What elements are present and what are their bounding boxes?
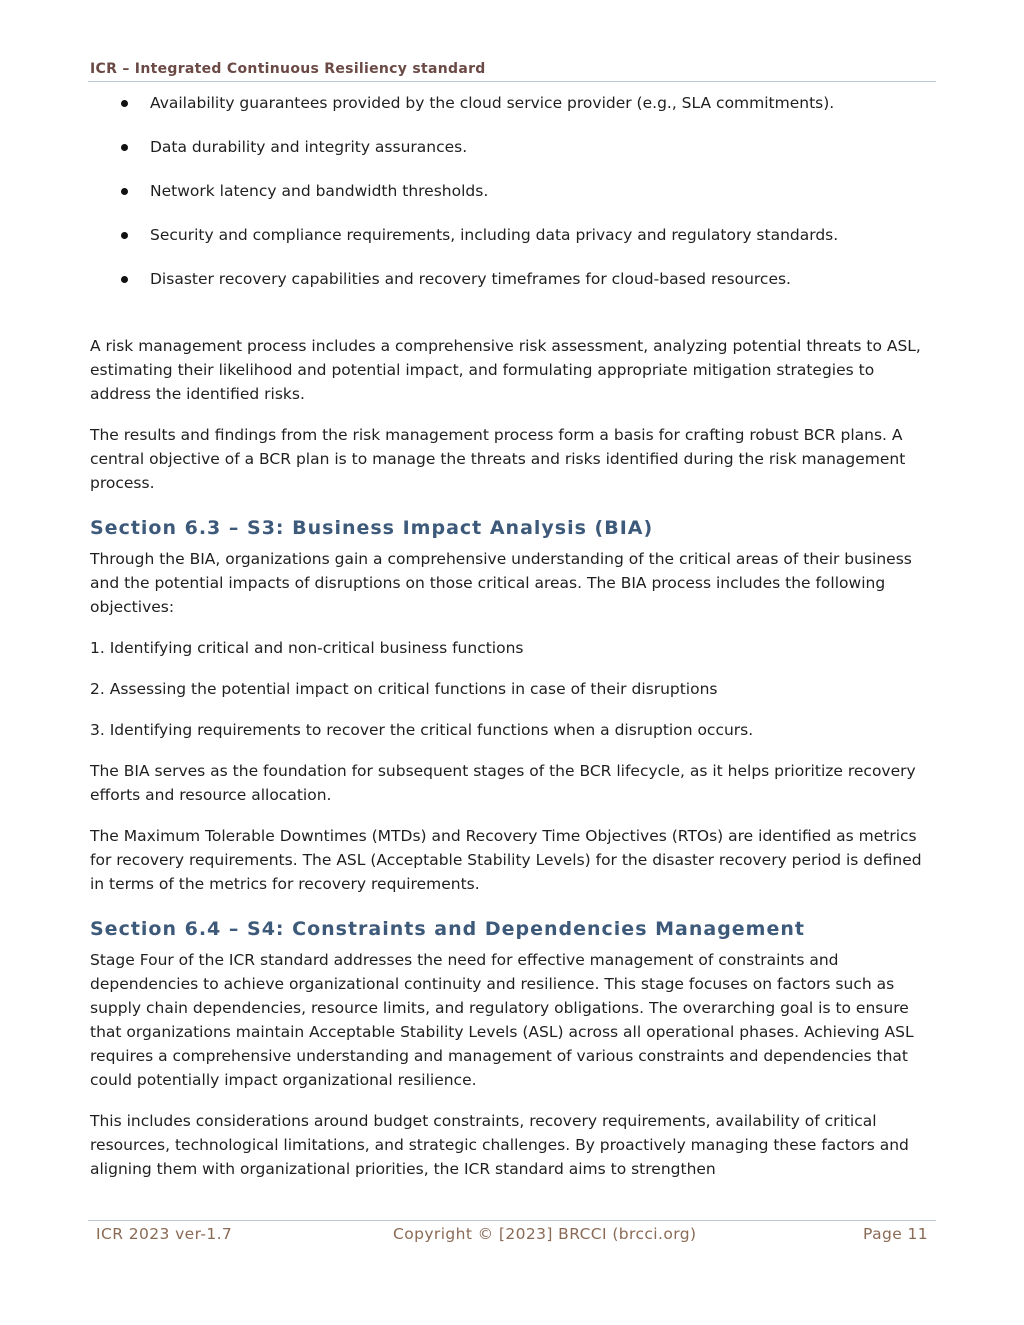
footer-version: ICR 2023 ver-1.7 xyxy=(96,1225,233,1243)
bia-objective-3: 3. Identifying requirements to recover the critical functions when a disruption occurs. xyxy=(90,721,754,739)
footer-page-number: Page 11 xyxy=(863,1225,928,1243)
bullet-icon xyxy=(121,144,128,151)
list-item: Disaster recovery capabilities and recovery timeframes for cloud-based resources. xyxy=(90,268,936,290)
header-divider xyxy=(88,81,936,82)
bia-foundation-paragraph: The BIA serves as the foundation for subsequent stages of the BCR lifecycle, as it helps prioritize recovery efforts and resource allocation. xyxy=(90,762,916,804)
page-body xyxy=(90,92,936,1181)
requirements-bullet-list xyxy=(90,92,936,290)
bia-metrics-paragraph: The Maximum Tolerable Downtimes (MTDs) and Recovery Time Objectives (RTOs) are identified as metrics for recovery requirements. The ASL (Acceptable Stability Levels) for the disaster recovery period is defined in terms of the metrics for recovery requirements. xyxy=(90,827,922,893)
footer-copyright: Copyright © [2023] BRCCI (brcci.org) xyxy=(393,1225,697,1243)
bullet-icon xyxy=(121,232,128,239)
running-header: ICR – Integrated Continuous Resiliency standard xyxy=(90,61,486,77)
list-item: Data durability and integrity assurances. xyxy=(90,136,936,158)
bia-intro-paragraph: Through the BIA, organizations gain a comprehensive understanding of the critical areas of their business and the potential impacts of disruptions on those critical areas. The BIA process includes the following objectives: xyxy=(90,550,912,616)
risk-process-paragraph: A risk management process includes a comprehensive risk assessment, analyzing potential threats to ASL, estimating their likelihood and potential impact, and formulating appropriate mitigation strategies to address the identified risks. xyxy=(90,337,921,403)
list-item: Security and compliance requirements, including data privacy and regulatory standards. xyxy=(90,224,936,246)
list-item: Network latency and bandwidth thresholds. xyxy=(90,180,936,202)
stage-four-paragraph: Stage Four of the ICR standard addresses the need for effective management of constraints and dependencies to achieve organizational continuity and resilience. This stage focuses on factors such as supply chain dependencies, resource limits, and regulatory obligations. The overarching goal is to ensure that organizations maintain Acceptable Stability Levels (ASL) across all operational phases. Achieving ASL requires a comprehensive understanding and management of various constraints and dependencies that could potentially impact organizational resilience. xyxy=(90,951,914,1089)
section-6-3-heading: Section 6.3 – S3: Business Impact Analysis (BIA) xyxy=(90,517,654,539)
footer-divider xyxy=(88,1220,936,1221)
risk-results-paragraph: The results and findings from the risk management process form a basis for crafting robust BCR plans. A central objective of a BCR plan is to manage the threats and risks identified during the risk management process. xyxy=(90,426,906,492)
bullet-icon xyxy=(121,276,128,283)
bia-objective-2: 2. Assessing the potential impact on critical functions in case of their disruptions xyxy=(90,680,718,698)
section-6-4-heading: Section 6.4 – S4: Constraints and Dependencies Management xyxy=(90,918,805,940)
considerations-paragraph: This includes considerations around budget constraints, recovery requirements, availability of critical resources, technological limitations, and strategic challenges. By proactively managing these factors and aligning them with organizational priorities, the ICR standard aims to strengthen xyxy=(90,1112,909,1178)
bia-objective-1: 1. Identifying critical and non-critical business functions xyxy=(90,639,524,657)
list-item: Availability guarantees provided by the cloud service provider (e.g., SLA commitments). xyxy=(90,92,936,114)
bullet-icon xyxy=(121,188,128,195)
bullet-icon xyxy=(121,100,128,107)
